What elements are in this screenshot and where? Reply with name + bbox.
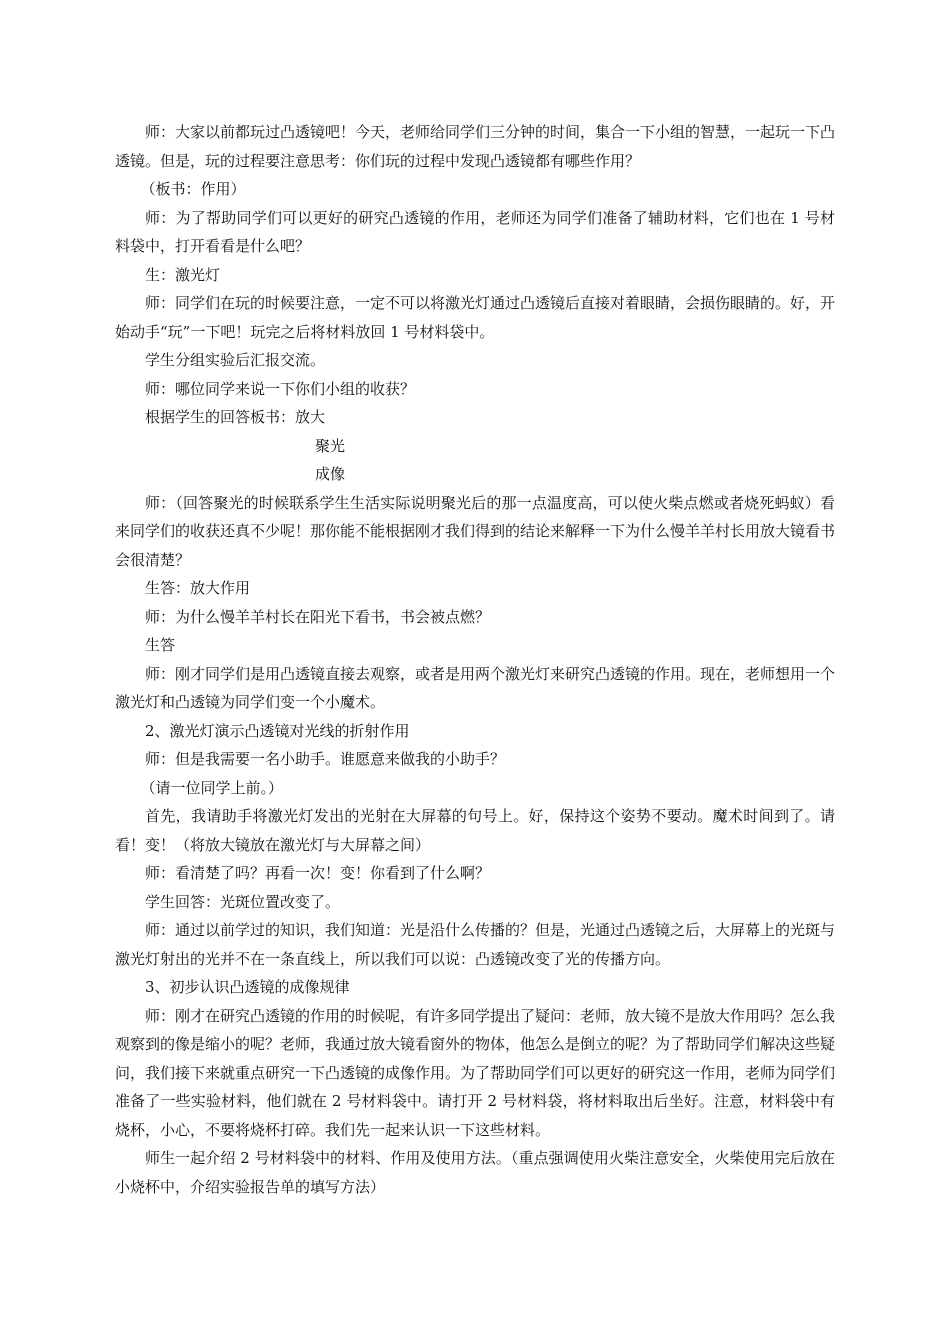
paragraph: 师：同学们在玩的时候要注意，一定不可以将激光灯通过凸透镜后直接对着眼睛，会损伤眼睛的。好，开始动手“玩”一下吧！玩完之后将材料放回 1 号材料袋中。	[115, 294, 836, 341]
paragraph: （板书：作用）	[140, 180, 246, 198]
paragraph: 师：看清楚了吗？再看一次！变！你看到了什么啊？	[145, 864, 491, 882]
paragraph: 学生回答：光斑位置改变了。	[145, 892, 341, 911]
paragraph: 学生分组实验后汇报交流。	[145, 351, 326, 369]
paragraph: 师：（回答聚光的时候联系学生生活实际说明聚光后的那一点温度高，可以使火柴点燃或者烧死蚂蚁）看来同学们的收获还真不少呢！那你能不能根据刚才我们得到的结论来解释一下为什么慢羊羊村长用放大镜看书会很清楚？	[115, 493, 836, 569]
paragraph: 师：哪位同学来说一下你们小组的收获？	[145, 379, 416, 398]
paragraph: 根据学生的回答板书：放大	[145, 408, 326, 426]
board-item: 聚光	[315, 436, 346, 455]
paragraph: 师：为了帮助同学们可以更好的研究凸透镜的作用，老师还为同学们准备了辅助材料，它们也在 1 号材料袋中，打开看看是什么吧？	[115, 208, 835, 255]
paragraph: 师：刚才同学们是用凸透镜直接去观察，或者是用两个激光灯来研究凸透镜的作用。现在，老师想用一个激光灯和凸透镜为同学们变一个小魔术。	[115, 664, 836, 711]
paragraph: 生答：放大作用	[145, 579, 251, 597]
paragraph: 生答	[145, 636, 176, 654]
board-item: 成像	[315, 465, 346, 483]
paragraph: （请一位同学上前。）	[140, 778, 284, 797]
paragraph: 师：大家以前都玩过凸透镜吧！今天，老师给同学们三分钟的时间，集合一下小组的智慧，一起玩一下凸透镜。但是，玩的过程要注意思考：你们玩的过程中发现凸透镜都有哪些作用？	[115, 123, 836, 170]
paragraph: 师：通过以前学过的知识，我们知道：光是沿什么传播的？但是，光通过凸透镜之后，大屏幕上的光斑与激光灯射出的光并不在一条直线上，所以我们可以说：凸透镜改变了光的传播方向。	[115, 921, 836, 968]
section-heading: 3、初步认识凸透镜的成像规律	[145, 978, 350, 996]
document-page	[115, 118, 835, 1201]
paragraph: 师生一起介绍 2 号材料袋中的材料、作用及使用方法。（重点强调使用火柴注意安全，火柴使用完后放在小烧杯中，介绍实验报告单的填写方法）	[115, 1149, 835, 1196]
paragraph: 首先，我请助手将激光灯发出的光射在大屏幕的句号上。好，保持这个姿势不要动。魔术时间到了。请看！变！（将放大镜放在激光灯与大屏幕之间）	[115, 807, 835, 854]
section-heading: 2、激光灯演示凸透镜对光线的折射作用	[145, 721, 410, 740]
paragraph: 生：激光灯	[145, 265, 221, 284]
paragraph: 师：刚才在研究凸透镜的作用的时候呢，有许多同学提出了疑问：老师，放大镜不是放大作用吗？怎么我观察到的像是缩小的呢？老师，我通过放大镜看窗外的物体，他怎么是倒立的呢？为了帮助同学们解决这些疑问，我们接下来就重点研究一下凸透镜的成像作用。为了帮助同学们可以更好的研究这一作用，老师为同学们准备了一些实验材料，他们就在 2 号材料袋中。请打开 2 号材料袋，将材料取出后坐好。注意，材料袋中有烧杯，小心，不要将烧杯打碎。我们先一起来认识一下这些材料。	[115, 1006, 836, 1139]
paragraph: 师：为什么慢羊羊村长在阳光下看书，书会被点燃？	[145, 607, 491, 626]
paragraph: 师：但是我需要一名小助手。谁愿意来做我的小助手？	[145, 750, 506, 768]
